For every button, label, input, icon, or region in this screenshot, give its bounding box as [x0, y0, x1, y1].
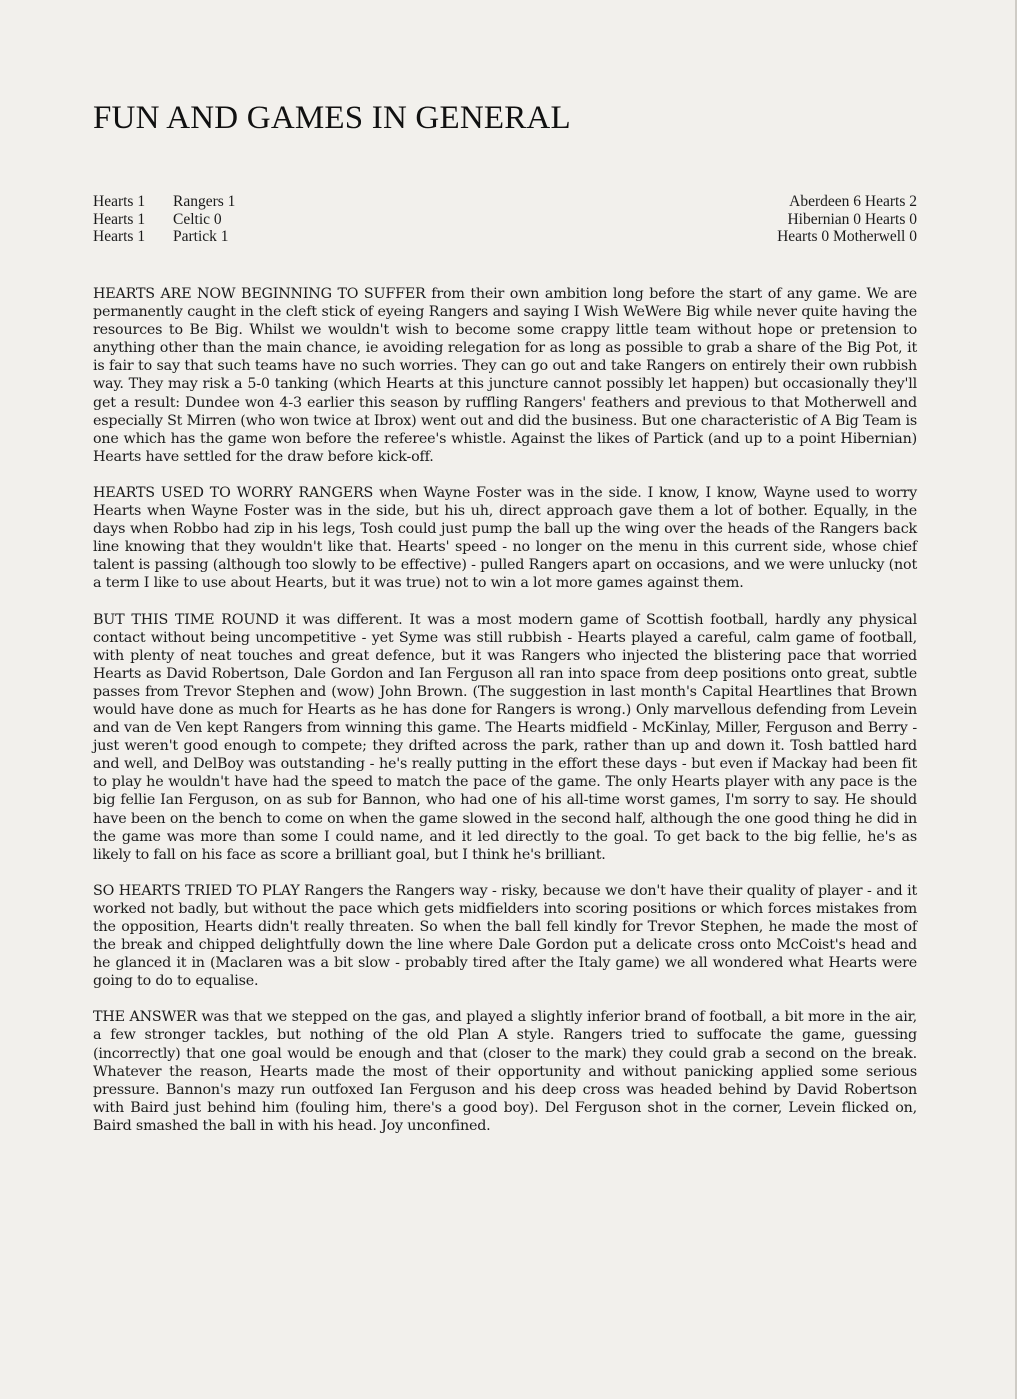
article-paragraph: HEARTS USED TO WORRY RANGERS when Wayne Foster was in the side. I know, I know, Wayne used to worry Hearts when Wayne Foster was in the side, but his uh, direct approach gave them a lot of bother. Equally, in the days when Robbo had zip in his legs, Tosh could just pump the ball up the wing over the heads of the Rangers back line knowing that they wouldn't like that. Hearts' speed - no longer on the menu in this current side, whose chief talent is passing (although too slowly to be effective) - pulled Rangers apart on occasions, and we were unlucky (not a term I like to use about Hearts, but it was true) not to win a lot more games against them.	[93, 484, 917, 592]
result-team: Hearts 1	[93, 210, 146, 228]
article-body	[93, 285, 917, 1153]
result-row: Hibernian 0 Hearts 0	[787, 210, 917, 228]
result-opponent: Celtic 0	[173, 210, 222, 228]
results-right-column	[777, 193, 917, 246]
article-paragraph: HEARTS ARE NOW BEGINNING TO SUFFER from their own ambition long before the start of any game. We are permanently caught in the cleft stick of eyeing Rangers and saying I Wish WeWere Big while never quite having the resources to Be Big. Whilst we wouldn't wish to become some crappy little team without hope or pretension to anything other than the main chance, ie avoiding relegation for as long as possible to grab a share of the Big Pot, it is fair to say that such teams have no such worries. They can go out and take Rangers on entirely their own rubbish way. They may risk a 5-0 tanking (which Hearts at this juncture cannot possibly let happen) but occasionally they'll get a result: Dundee won 4-3 earlier this season by ruffling Rangers' feathers and previous to that Motherwell and especially St Mirren (who won twice at Ibrox) went out and did the business. But one characteristic of A Big Team is one which has the game won before the referee's whistle. Against the likes of Partick (and up to a point Hibernian) Hearts have settled for the draw before kick-off.	[93, 286, 917, 465]
result-row: Hearts 0 Motherwell 0	[777, 228, 917, 245]
result-team: Hearts 1	[93, 228, 146, 245]
result-opponent: Rangers 1	[173, 193, 236, 210]
article-paragraph: BUT THIS TIME ROUND it was different. It was a most modern game of Scottish football, hardly any physical contact without being uncompetitive - yet Syme was still rubbish - Hearts played a careful, calm game of football, with plenty of neat touches and great defence, but it was Rangers who injected the blistering pace that worried Hearts as David Robertson, Dale Gordon and Ian Ferguson all ran into space from deep positions onto great, subtle passes from Trevor Stephen and (wow) John Brown. (The suggestion in last month's Capital Heartlines that Brown would have done as much for Hearts as he has done for Rangers is wrong.) Only marvellous defending from Levein and van de Ven kept Rangers from winning this game. The Hearts midfield - McKinlay, Miller, Ferguson and Berry - just weren't good enough to compete; they drifted across the park, rather than up and down it. Tosh battled hard and well, and DelBoy was outstanding - he's really putting in the effort these days - but even if Mackay had been fit to play he wouldn't have had the speed to match the pace of the game. The only Hearts player with any pace is the big fellie Ian Ferguson, on as sub for Bannon, who had one of his all-time worst games, I'm sorry to say. He should have been on the bench to come on when the game slowed in the second half, although the one good thing he did in the game was more than some I could name, and it led directly to the goal. To get back to the big fellie, he's as likely to fall on his face as score a brilliant goal, but I think he's brilliant.	[93, 611, 917, 863]
result-row	[93, 211, 235, 229]
page-title: FUN AND GAMES IN GENERAL	[93, 100, 571, 136]
result-row: Aberdeen 6 Hearts 2	[789, 193, 917, 210]
result-row	[93, 228, 235, 246]
results-left-column	[93, 193, 235, 246]
result-row	[93, 193, 235, 211]
article-paragraph: SO HEARTS TRIED TO PLAY Rangers the Rangers way - risky, because we don't have their quality of player - and it worked not badly, but without the pace which gets midfielders into scoring positions or which forces mistakes from the opposition, Hearts didn't really threaten. So when the ball fell kindly for Trevor Stephen, he made the most of the break and chipped delightfully down the line where Dale Gordon put a delicate cross onto McCoist's head and he glanced it in (Maclaren was a bit slow - probably tired after the Italy game) we all wondered what Hearts were going to do to equalise.	[93, 882, 917, 990]
article-paragraph: THE ANSWER was that we stepped on the gas, and played a slightly inferior brand of football, a bit more in the air, a few stronger tackles, but nothing of the old Plan A style. Rangers tried to suffocate the game, guessing (incorrectly) that one goal would be enough and that (closer to the mark) they could grab a second on the break. Whatever the reason, Hearts made the most of their opportunity and without panicking applied some serious pressure. Bannon's mazy run outfoxed Ian Ferguson and his deep cross was headed behind by David Robertson with Baird just behind him (fouling him, there's a good boy). Del Ferguson shot in the corner, Levein flicked on, Baird smashed the ball in with his head. Joy unconfined.	[93, 1009, 917, 1134]
result-team: Hearts 1	[93, 193, 146, 210]
result-opponent: Partick 1	[173, 228, 229, 245]
